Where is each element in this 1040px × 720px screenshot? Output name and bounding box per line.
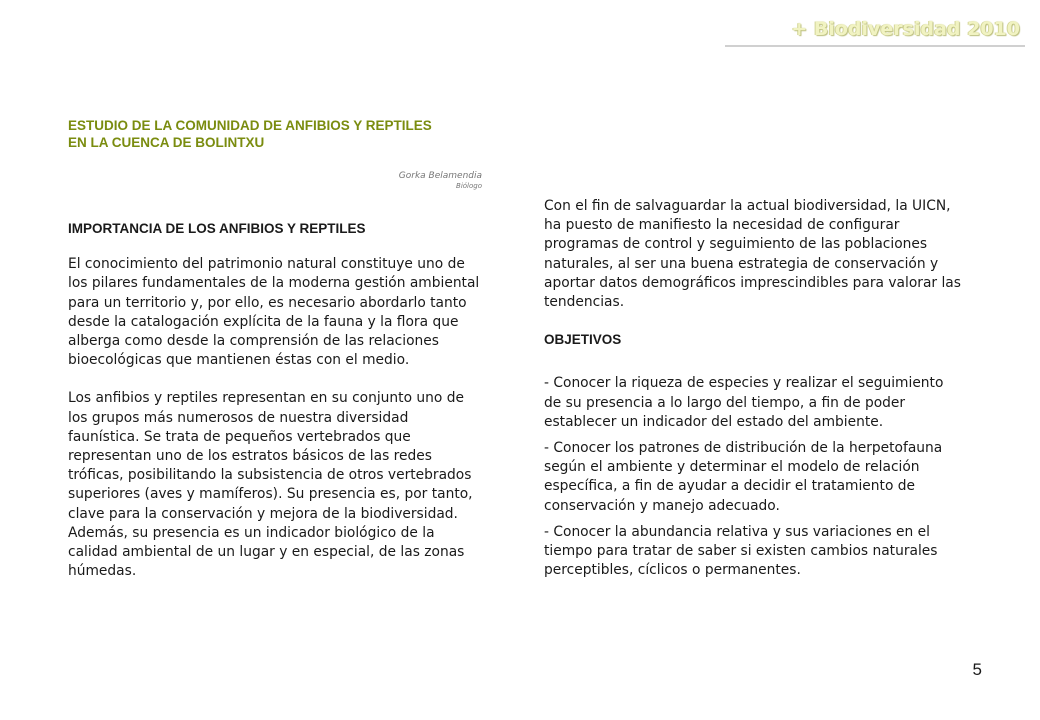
header-divider xyxy=(725,45,1025,47)
document-title-line-2: EN LA CUENCA DE BOLINTXU xyxy=(68,135,265,150)
document-title-line-1: ESTUDIO DE LA COMUNIDAD DE ANFIBIOS Y REPTILES xyxy=(68,118,432,133)
author-role: Biólogo xyxy=(456,182,482,190)
brand-title: + Biodiversidad 2010 xyxy=(791,18,1020,40)
objective-item: - Conocer la riqueza de especies y realizar el seguimiento de su presencia a lo largo del tiempo, a fin de poder establecer un indicador del estado del ambiente. xyxy=(544,375,944,430)
body-paragraph: Los anfibios y reptiles representan en su conjunto uno de los grupos más numerosos de nuestra diversidad faunística. Se trata de pequeños vertebrados que representan uno de los estratos básicos de las redes tróficas, posibilitando la subsistencia de otros vertebrados superiores (aves y mamíferos). Su presencia es, por tanto, clave para la conservación y mejora de la biodiversidad. Además, su presencia es un indicador biológico de la calidad ambiental de un lugar y en especial, de las zonas húmedas. xyxy=(68,390,473,580)
section-heading-importance: IMPORTANCIA DE LOS ANFIBIOS Y REPTILES xyxy=(68,221,366,236)
author-credit xyxy=(300,171,482,191)
left-column xyxy=(68,219,484,581)
intro-paragraph: Con el fin de salvaguardar la actual biodiversidad, la UICN, ha puesto de manifiesto la necesidad de configurar programas de control y seguimiento de las poblaciones naturales, al ser una buena estrategia de conservación y aportar datos demográficos imprescindibles para valorar las tendencias. xyxy=(544,198,961,311)
right-column xyxy=(544,197,962,580)
objective-item: - Conocer los patrones de distribución de la herpetofauna según el ambiente y determinar el modelo de relación específica, a fin de ayudar a decidir el tratamiento de conservación y manejo adecuado. xyxy=(544,440,943,514)
author-name: Gorka Belamendia xyxy=(398,171,482,181)
objective-item: - Conocer la abundancia relativa y sus variaciones en el tiempo para tratar de saber si existen cambios naturales perceptibles, cíclicos o permanentes. xyxy=(544,523,938,579)
section-heading-objectives: OBJETIVOS xyxy=(544,332,622,348)
body-paragraph: El conocimiento del patrimonio natural constituye uno de los pilares fundamentales de la moderna gestión ambiental para un territorio y, por ello, es necesario abordarlo tanto desde la catalogación explícita de la fauna y la flora que alberga como desde la comprensión de las relaciones bioecológicas que mantienen éstas con el medio. xyxy=(68,256,480,369)
document-title xyxy=(68,117,488,151)
page-number: 5 xyxy=(972,660,982,679)
